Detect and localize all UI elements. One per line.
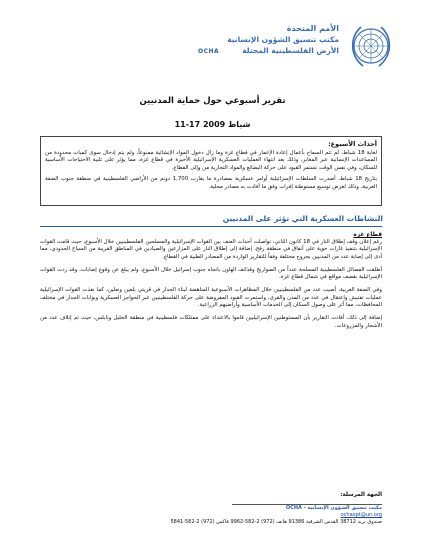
un-emblem-icon (345, 20, 397, 72)
highlights-box (40, 136, 382, 206)
subsection-heading: قطاع غزة (353, 232, 382, 238)
footer-label: الجهة المرسلة: (340, 492, 382, 498)
section-divider (40, 226, 382, 227)
body-paragraph: أطلقت الفصائل الفلسطينية المسلحة عدداً من الصواريخ وقذائف الهاون باتجاه جنوب إسرائيل خلال الأسبوع، ولم يبلغ عن وقوع إصابات، وقد ردت القوات الإسرائيلية بقصف مواقع في شمال قطاع غزة. (40, 266, 382, 281)
letterhead-text (227, 24, 339, 55)
footer-org: مكتب تنسيق الشؤون الإنسانية - OCHA (285, 505, 382, 511)
office-name: مكتب تنسيق الشؤون الإنسانية (227, 35, 339, 44)
org-name: الأمم المتحدة (286, 24, 339, 33)
footer-org-line (40, 505, 382, 512)
letterhead (0, 18, 425, 78)
report-title: تقرير أسبوعي حول حماية المدنيين (139, 96, 286, 106)
body-paragraph: رغم إعلان وقف إطلاق النار في 18 كانون الثاني، تواصلت أحداث العنف بين القوات الإسرائيلية والمسلحين الفلسطينيين خلال الأسبوع، حيث قامت القوات الإسرائيلية بتنفيذ غارات جوية على أنفاق في منطقة رفح، إضافة إلى إطلاق النار على المزارعين والصيادين في المناطق القريبة من السياج الحدودي، مما أدى إلى إصابة عدد من المدنيين بجروح مختلفة وفقاً للتقارير الواردة من المصادر الطبية في القطاع. (40, 239, 382, 260)
report-body (40, 232, 382, 336)
footer-address: صندوق بريد 38712 القدس الشرقية 91386 هاتف (972) 2-582-9962 فاكس (972) 2-582-5841 (170, 519, 382, 525)
report-dates: 11-17 شباط 2009 (174, 120, 251, 129)
highlights-paragraph: لغاية 18 شباط، لم تتم السماح بأعمال إعادة الإعمار في قطاع غزة وما زال دخول المواد الإنشائية ممنوعاً، ولم يتم إدخال سوى كميات محدودة من المساعدات الإنسانية عبر المعابر، وذلك بعد انتهاء العمليات العسكرية الإسرائيلية الأخيرة في قطاع غزة، مما يؤثر على تلبية الاحتياجات الأساسية للسكان، وفي نفس الوقت تستمر القيود على حركة البضائع والمواد التجارية من وإلى القطاع. (45, 150, 377, 171)
footer (40, 492, 382, 526)
highlights-heading: أحداث الأسبوع: (328, 140, 377, 148)
section-heading: النشاطات العسكرية التي تؤثر على المدنيين (222, 214, 383, 223)
body-paragraph: إضافة إلى ذلك، أفادت التقارير بأن المستوطنين الإسرائيليين قاموا بالاعتداء على ممتلكات فلسطينية في منطقة الخليل ونابلس، حيث تم إتلاف عدد من الأشجار والمزروعات. (40, 315, 382, 329)
footer-email-link[interactable]: ochaopt@un.org (340, 512, 382, 518)
territory-name: الأرض الفلسطينية المحتلة (242, 46, 339, 55)
highlights-paragraph: بتاريخ 18 شباط، أصدرت السلطات الإسرائيلية أوامر عسكرية بمصادرة ما يقارب 1,700 دونم من الأراضي الفلسطينية في منطقة جنوب الضفة الغربية، وذلك لغرض توسيع مستوطنة إفرات وفق ما أفادت به مصادر محلية. (45, 176, 377, 190)
ocha-wordmark: OCHA (198, 48, 220, 55)
body-paragraph: وفي الضفة الغربية، أصيب عدد من الفلسطينيين خلال المظاهرات الأسبوعية المناهضة لبناء الجدار في قريتي بلعين ونعلين، كما نفذت القوات الإسرائيلية عمليات تفتيش واعتقال في عدد من المدن والقرى، واستمرت القيود المفروضة على حركة الفلسطينيين عبر الحواجز العسكرية وبوابات الجدار في مختلف المحافظات، مما أثر على وصول السكان إلى الخدمات الأساسية وأراضيهم الزراعية. (40, 287, 382, 309)
footer-email-line (40, 512, 382, 519)
